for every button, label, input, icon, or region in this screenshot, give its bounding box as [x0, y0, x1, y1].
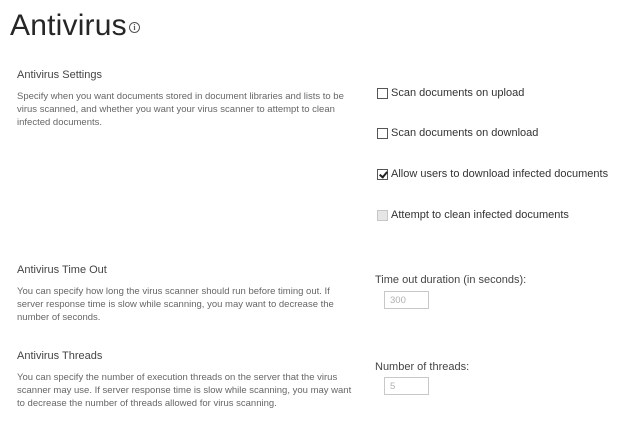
antivirus-timeout-title: Antivirus Time Out: [17, 264, 107, 276]
allow-download-infected-label[interactable]: Allow users to download infected documents: [391, 168, 609, 180]
number-of-threads-label: Number of threads:: [375, 361, 470, 373]
allow-download-infected-checkbox[interactable]: [377, 169, 388, 180]
attempt-clean-infected-label: Attempt to clean infected documents: [391, 209, 569, 221]
page-title: Antivirus: [10, 9, 127, 42]
attempt-clean-infected-checkbox: [377, 210, 388, 221]
scan-on-download-checkbox[interactable]: [377, 128, 388, 139]
scan-on-upload-label[interactable]: Scan documents on upload: [391, 87, 525, 99]
antivirus-settings-title: Antivirus Settings: [17, 69, 102, 81]
antivirus-settings-description: Specify when you want documents stored in document libraries and lists to be virus scanned, and whether you want your virus scanner to attempt to clean infected documents.: [17, 91, 344, 128]
allow-download-infected-option[interactable]: [377, 167, 608, 181]
scan-on-upload-checkbox[interactable]: [377, 88, 388, 99]
antivirus-timeout-description: You can specify how long the virus scanner should run before timing out. If server response time is slow while scanning, you may want to decrease the number of seconds.: [17, 286, 334, 323]
info-icon[interactable]: i: [129, 22, 140, 33]
timeout-duration-label: Time out duration (in seconds):: [375, 274, 527, 286]
timeout-duration-input[interactable]: 300: [384, 291, 429, 309]
antivirus-threads-description: You can specify the number of execution threads on the server that the virus scanner may use. If server response time is slow while scanning, you may want to decrease the number of threads allowed for virus scanning.: [17, 372, 352, 409]
antivirus-threads-title: Antivirus Threads: [17, 350, 103, 362]
scan-on-download-label[interactable]: Scan documents on download: [391, 127, 539, 139]
number-of-threads-input[interactable]: 5: [384, 377, 429, 395]
scan-on-upload-option[interactable]: [377, 86, 524, 100]
attempt-clean-infected-option: [377, 208, 569, 222]
scan-on-download-option[interactable]: [377, 126, 538, 140]
